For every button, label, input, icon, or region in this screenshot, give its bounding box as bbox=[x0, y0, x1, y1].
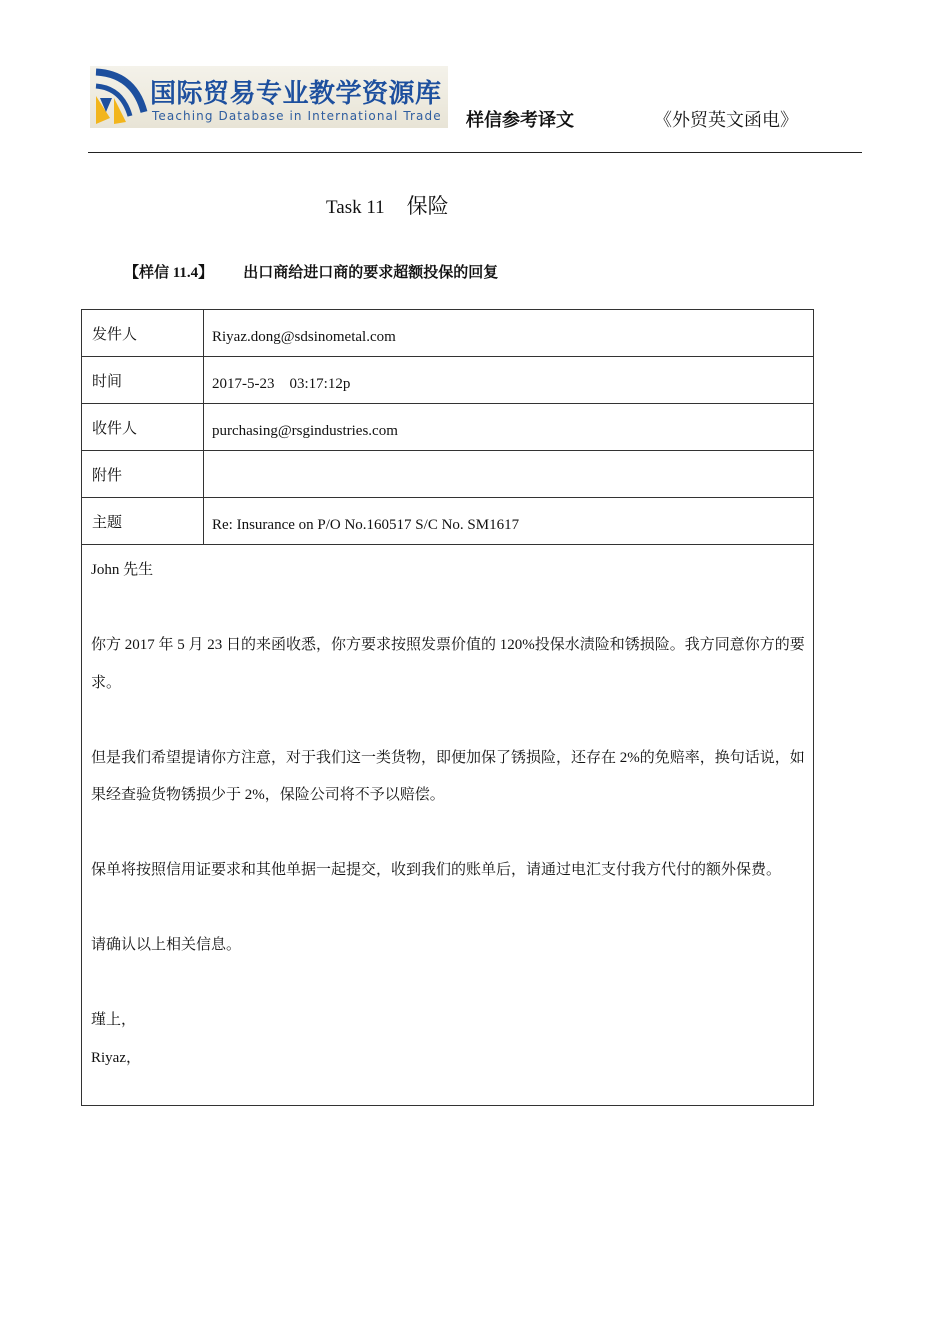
logo-title-en: Teaching Database in International Trade bbox=[152, 109, 442, 123]
subject-value: Re: Insurance on P/O No.160517 S/C No. SM1617 bbox=[212, 517, 520, 533]
task-number: Task 11 bbox=[326, 197, 385, 218]
body-paragraph: 请确认以上相关信息。 bbox=[91, 937, 242, 953]
logo bbox=[90, 66, 448, 128]
attachment-row bbox=[82, 451, 813, 498]
subject-row bbox=[82, 498, 813, 545]
letter-description: 出口商给进口商的要求超额投保的回复 bbox=[243, 265, 499, 281]
closing: 瑾上， bbox=[91, 1012, 137, 1028]
email-table bbox=[81, 309, 814, 1106]
logo-title-cn: 国际贸易专业教学资源库 bbox=[150, 79, 442, 109]
sender-value: Riyaz.dong@sdsinometal.com bbox=[212, 329, 396, 345]
task-name: 保险 bbox=[406, 194, 449, 218]
email-body bbox=[82, 545, 813, 1105]
logo-emblem-icon bbox=[92, 68, 148, 126]
attachment-value bbox=[204, 451, 813, 497]
signature: Riyaz， bbox=[91, 1049, 141, 1066]
letter-heading bbox=[124, 261, 498, 282]
book-title: 《外贸英文函电》 bbox=[654, 110, 798, 130]
document-type: 样信参考译文 bbox=[466, 110, 574, 131]
letter-label: 【样信 11.4】 bbox=[124, 265, 214, 281]
time-value: 2017-5-23 03:17:12p bbox=[212, 376, 351, 392]
body-paragraph: 保单将按照信用证要求和其他单据一起提交，收到我们的账单后，请通过电汇支付我方代付的额外保费。 bbox=[91, 862, 782, 878]
task-title bbox=[326, 190, 449, 220]
sender-row bbox=[82, 310, 813, 357]
page-header bbox=[88, 66, 862, 153]
recipient-row bbox=[82, 404, 813, 451]
greeting: John 先生 bbox=[91, 562, 154, 578]
sender-label: 发件人 bbox=[82, 310, 204, 356]
subject-label: 主题 bbox=[82, 498, 204, 544]
body-paragraph: 但是我们希望提请你方注意，对于我们这一类货物，即便加保了锈损险，还存在 2%的免赔率，换句话说，如果经查验货物锈损少于 2%，保险公司将不予以赔偿。 bbox=[91, 749, 805, 803]
attachment-label: 附件 bbox=[82, 451, 204, 497]
body-paragraph: 你方 2017 年 5 月 23 日的来函收悉，你方要求按照发票价值的 120%投保水渍险和锈损险。我方同意你方的要求。 bbox=[91, 637, 805, 691]
time-row bbox=[82, 357, 813, 404]
time-label: 时间 bbox=[82, 357, 204, 403]
recipient-label: 收件人 bbox=[82, 404, 204, 450]
recipient-value: purchasing@rsgindustries.com bbox=[212, 423, 398, 439]
